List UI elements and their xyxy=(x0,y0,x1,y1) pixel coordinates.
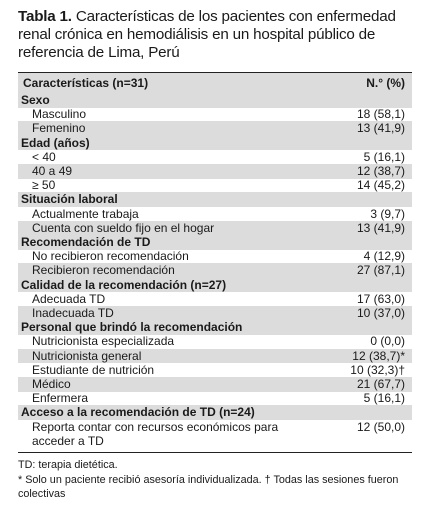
row-label: Reporta contar con recursos económicos para acceder a TD xyxy=(32,419,279,449)
table-caption: Características de los pacientes con enfermedad renal crónica en hemodiálisis en un hospital público de referencia de Lima, Perú xyxy=(18,8,396,61)
row-value: 12 (38,7) xyxy=(356,164,405,178)
category-label: Personal que brindó la recomendación xyxy=(21,320,243,335)
table-row xyxy=(18,363,412,378)
category-row xyxy=(18,278,412,293)
row-label: Cuenta con sueldo fijo en el hogar xyxy=(32,220,215,235)
row-value: 12 (50,0) xyxy=(356,419,405,434)
category-label: Edad (años) xyxy=(21,135,90,150)
category-label: Sexo xyxy=(21,93,50,107)
category-row xyxy=(18,192,412,207)
table-row xyxy=(18,178,412,193)
header-count: N.° (%) xyxy=(366,76,405,90)
table-row xyxy=(18,164,412,179)
row-value: 13 (41,9) xyxy=(356,121,405,136)
category-row xyxy=(18,320,412,335)
row-label: No recibieron recomendación xyxy=(32,249,189,264)
category-row xyxy=(18,235,412,250)
row-label: Masculino xyxy=(32,107,87,122)
row-label: Estudiante de nutrición xyxy=(32,362,155,377)
row-label: < 40 xyxy=(32,149,56,164)
category-label: Calidad de la recomendación (n=27) xyxy=(21,277,227,292)
row-label: Enfermera xyxy=(32,391,89,406)
row-value: 21 (67,7) xyxy=(356,377,405,391)
table-row xyxy=(18,249,412,264)
row-label: Médico xyxy=(32,377,71,391)
table-row xyxy=(18,107,412,122)
category-label: Acceso a la recomendación de TD (n=24) xyxy=(21,405,255,420)
row-value: 12 (38,7)* xyxy=(352,348,405,363)
table-row xyxy=(18,221,412,236)
row-label: Adecuada TD xyxy=(32,291,106,306)
row-value: 10 (37,0) xyxy=(356,306,405,320)
table-number: Tabla 1. xyxy=(18,8,72,25)
row-label: Inadecuada TD xyxy=(32,306,114,320)
row-value: 27 (87,1) xyxy=(356,263,405,278)
row-label: Femenino xyxy=(32,121,86,136)
row-value: 3 (9,7) xyxy=(370,206,405,221)
table-row xyxy=(18,420,412,450)
category-row xyxy=(18,136,412,151)
table-header xyxy=(18,72,412,94)
table-row xyxy=(18,263,412,278)
row-value: 10 (32,3)† xyxy=(350,362,405,377)
table-title xyxy=(18,8,418,62)
row-value: 18 (58,1) xyxy=(356,107,405,122)
table-row xyxy=(18,121,412,136)
row-value: 17 (63,0) xyxy=(356,291,405,306)
row-label: 40 a 49 xyxy=(32,164,73,178)
row-value: 13 (41,9) xyxy=(356,220,405,235)
category-label: Recomendación de TD xyxy=(21,235,151,249)
row-label: ≥ 50 xyxy=(32,178,56,193)
row-value: 0 (0,0) xyxy=(370,334,405,349)
category-row xyxy=(18,405,412,420)
table-row xyxy=(18,150,412,165)
table-row xyxy=(18,349,412,364)
table-row xyxy=(18,391,412,406)
row-value: 5 (16,1) xyxy=(363,391,405,406)
row-value: 5 (16,1) xyxy=(363,149,405,164)
table-row xyxy=(18,207,412,222)
table-row xyxy=(18,334,412,349)
table-row xyxy=(18,292,412,307)
table-bottom-rule xyxy=(18,452,412,453)
row-value: 14 (45,2) xyxy=(356,178,405,193)
table-row xyxy=(18,377,412,392)
footnote-abbrev: TD: terapia dietética. xyxy=(18,458,118,471)
header-characteristics: Características (n=31) xyxy=(23,76,149,90)
row-label: Nutricionista general xyxy=(32,348,142,363)
row-value: 4 (12,9) xyxy=(363,249,405,264)
table-row xyxy=(18,306,412,321)
footnote-symbols: * Solo un paciente recibió asesoría individualizada. † Todas las sesiones fueron colectivas xyxy=(18,473,399,501)
row-label: Nutricionista especializada xyxy=(32,334,175,349)
row-label: Recibieron recomendación xyxy=(32,263,175,278)
category-row xyxy=(18,93,412,108)
row-label: Actualmente trabaja xyxy=(32,206,139,221)
category-label: Situación laboral xyxy=(21,192,118,207)
